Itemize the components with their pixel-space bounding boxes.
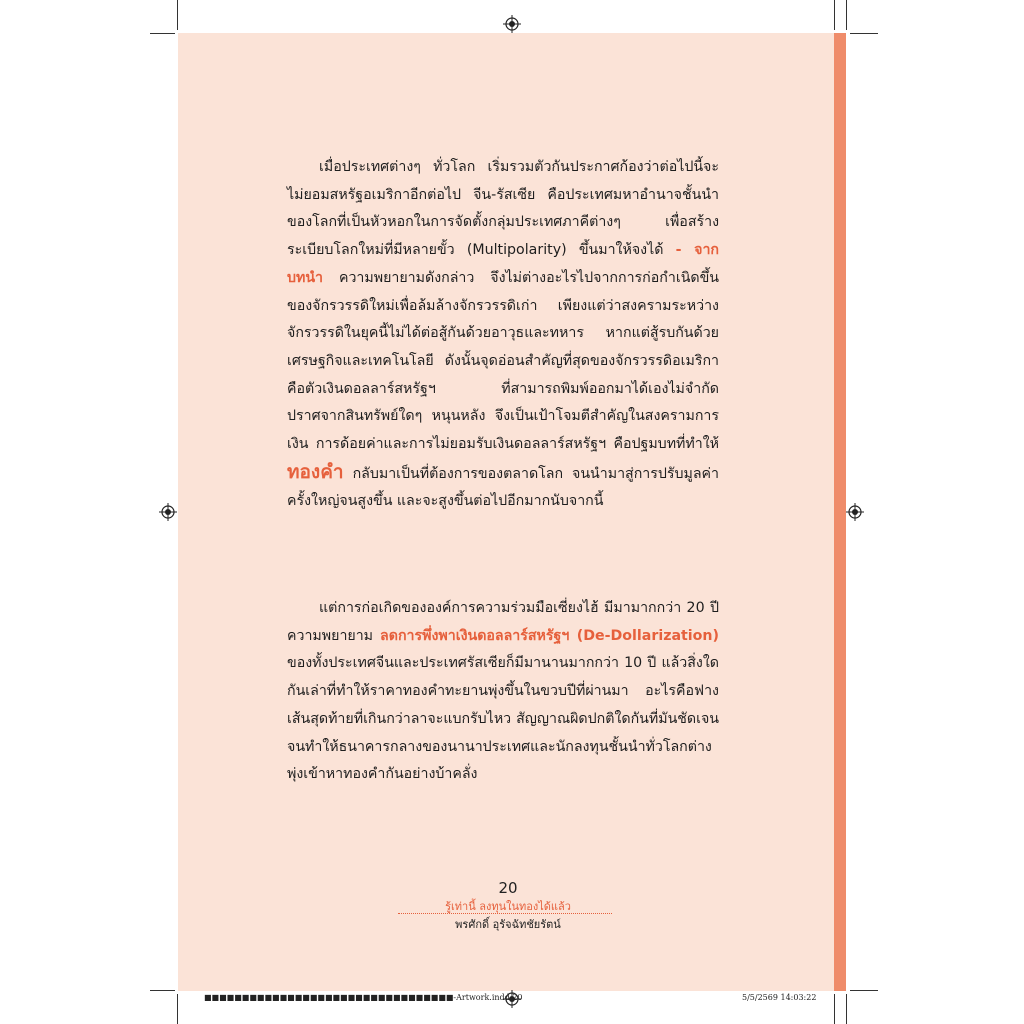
crop-mark [150, 33, 175, 34]
highlight-from-intro: - จากบทนำ [287, 242, 720, 286]
highlight-de-dollarization: ลดการพึ่งพาเงินดอลลาร์สหรัฐฯ (De-Dollarization) [380, 627, 719, 644]
book-title: รู้เท่านี้ ลงทุนในทองได้แล้ว [445, 900, 571, 913]
body-paragraph-2 [287, 595, 719, 789]
page-number: 20 [498, 879, 518, 897]
page-edge-bar [834, 33, 846, 991]
crop-mark [834, 0, 835, 30]
crop-mark [850, 990, 878, 991]
paragraph-2-text-b: ของทั้งประเทศจีนและประเทศรัสเซียก็มีมานานมากกว่า 10 ปี แล้วสิ่งใดกันเล่าที่ทำให้ราคาทองคำทะยานพุ่งขึ้นในขวบปีที่ผ่านมา อะไรคือฟางเส้นสุดท้ายที่เกินกว่าลาจะแบกรับไหว สัญญาณผิดปกติใดกันที่มันชัดเจนจนทำให้ธนาคารกลางของนานาประเทศและนักลงทุนชั้นนำทั่วโลกต่างพุ่งเข้าหาทองคำกันอย่างบ้าคลั่ง [287, 655, 719, 783]
paragraph-1-text-c: กลับมาเป็นที่ต้องการของตลาดโลก จนนำมาสู่การปรับมูลค่าครั้งใหญ่จนสูงขึ้น และจะสูงขึ้นต่อไปอีกมากนับจากนี้ [287, 465, 720, 510]
crop-mark [177, 994, 178, 1024]
slug-datetime: 5/5/2569 14:03:22 [742, 993, 817, 1002]
crop-mark [177, 0, 178, 30]
crop-mark [850, 33, 878, 34]
crop-mark [834, 994, 835, 1024]
registration-mark-icon [503, 15, 521, 33]
crop-mark [846, 0, 847, 30]
author-name: พรศักดิ์ อุรัจฉัทชัยรัตน์ [455, 918, 561, 931]
paragraph-1-text-b: ความพยายามดังกล่าว จึงไม่ต่างอะไรไปจากการก่อกำเนิดขึ้นของจักรวรรดิใหม่เพื่อล้มล้างจักรวรรดิเก่า เพียงแต่ว่าสงครามระหว่างจักรวรรดิในยุคนี้ไม่ได้ต่อสู้กันด้วยอาวุธและทหาร หากแต่สู้รบกันด้วยเศรษฐกิจและเทคโนโลยี ดังนั้นจุดอ่อนสำคัญที่สุดของจักรวรรดิอเมริกา คือตัวเงินดอลลาร์สหรัฐฯ ที่สามารถพิมพ์ออกมาได้เองไม่จำกัด ปราศจากสินทรัพย์ใดๆ หนุนหลัง จึงเป็นเป้าโจมตีสำคัญในสงครามการเงิน การด้อยค่าและการไม่ยอมรับเงินดอลลาร์สหรัฐฯ คือปฐมบทที่ทำให้ [287, 269, 720, 453]
highlight-gold: ทองคำ [287, 460, 344, 483]
paragraph-2-text-a: แต่การก่อเกิดขององค์การความร่วมมือเซี่ยงไฮ้ มีมามากกว่า 20 ปี ความพยายาม [287, 600, 719, 644]
registration-mark-icon [846, 503, 864, 521]
footer-divider [398, 913, 612, 914]
crop-mark [846, 994, 847, 1024]
body-paragraph-1 [287, 154, 719, 516]
registration-mark-icon [159, 503, 177, 521]
crop-mark [150, 990, 175, 991]
paragraph-1-text-a: เมื่อประเทศต่างๆ ทั่วโลก เริ่มรวมตัวกันประกาศก้องว่าต่อไปนี้จะไม่ยอมสหรัฐอเมริกาอีกต่อไป จีน-รัสเซีย คือประเทศมหาอำนาจชั้นนำของโลกที่เป็นหัวหอกในการจัดตั้งกลุ่มประเทศภาคีต่างๆ เพื่อสร้างระเบียบโลกใหม่ที่มีหลายขั้ว (Multipolarity) ขึ้นมาให้จงได้ [287, 159, 719, 259]
slug-filename: ■■■■■■■■■■■■■■■■■■■■■■■■■■■■■■■■■-Artwork.indd 20 [204, 993, 523, 1002]
